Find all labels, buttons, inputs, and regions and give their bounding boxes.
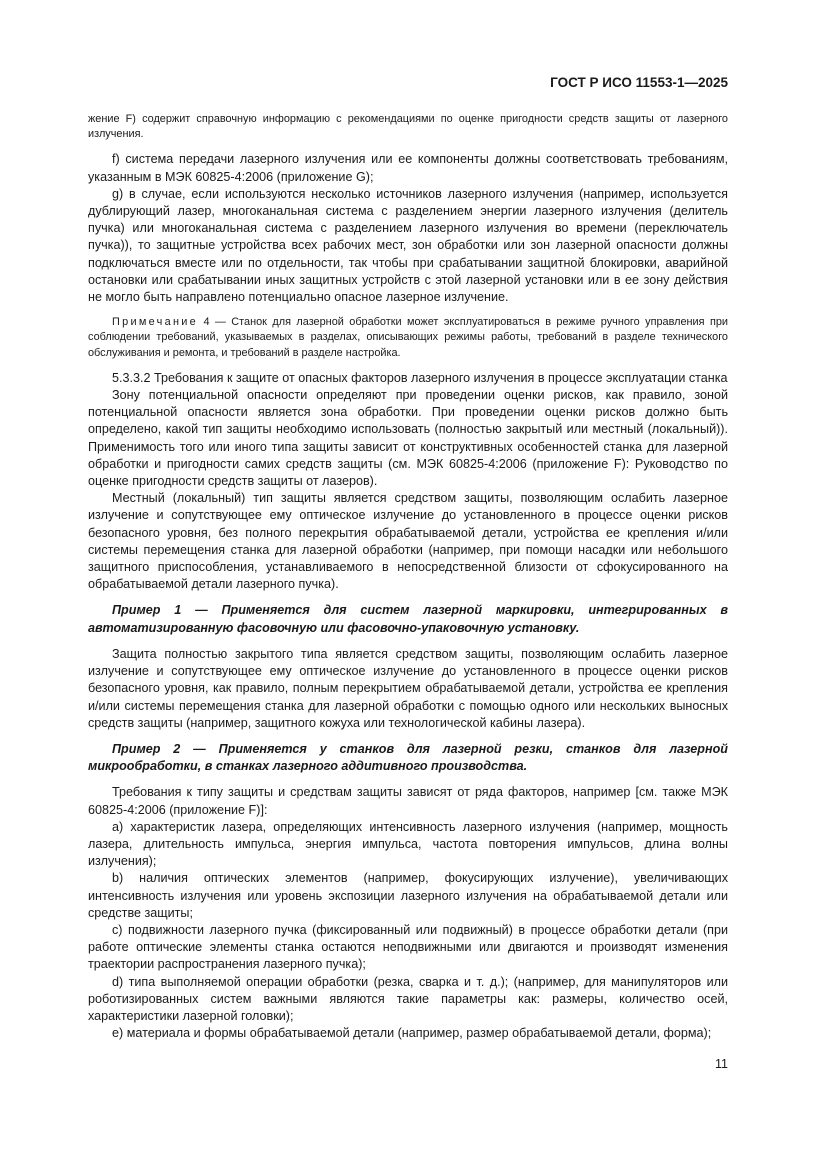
note-text: 4 — Станок для лазерной обработки может эксплуатироваться в режиме ручного управления при соблюдении требований, указываемых в разделах, описывающих режимы работы, требований в разделе технического обслуживания и ремонта, и требований в разделе настройка. [88,316,728,359]
list-item-g: g) в случае, если используются несколько источников лазерного излучения (например, используется дублирующий лазер, многоканальная система с разделением энергии лазерного излучения (делитель пучка) или многоканальная система с разделением лазерного излучения во времени (переключатель пучка)), то защитные устройства всех рабочих мест, зон обработки или зон лазерной опасности должны подключаться вместе или по отдельности, так чтобы при срабатывании защитной блокировки, аварийной остановки или срабатывании иных защитных устройств с этой лазерной установки или в ее зону действия не могло быть направлено потенциально опасное лазерное излучение. [88,186,728,305]
list-item-b: b) наличия оптических элементов (например, фокусирующих излучение), увеличивающих интенсивность излучения или уровень экспозиции лазерного излучения на обрабатываемой детали или средстве защиты; [88,871,728,920]
list-item-e: e) материала и формы обрабатываемой детали (например, размер обрабатываемой детали, форма); [112,1026,712,1041]
list-item-f: f) система передачи лазерного излучения или ее компоненты должны соответствовать требованиям, указанным в МЭК 60825-4:2006 (приложение G); [88,152,728,184]
note-4 [88,315,728,361]
page-body [88,112,728,1042]
note-label: Примечание [112,316,199,329]
list-item-a: а) характеристик лазера, определяющих интенсивность лазерного излучения (например, мощность лазера, длительность импульса, энергия импульса, частота повторения импульсов, длина волны излучения); [88,819,728,869]
paragraph-continuation: жение F) содержит справочную информацию с рекомендациями по оценке пригодности средств защиты от лазерного излучения. [88,113,728,141]
list-item-c: c) подвижности лазерного пучка (фиксированный или подвижный) в процессе обработки детали (при работе оптические элементы станка остаются неподвижными или двигаются и производят изменения траектории распространения лазерного пучка); [88,922,728,972]
page-number: 11 [715,1057,728,1071]
list-item-d: d) типа выполняемой операции обработки (резка, сварка и т. д.); (например, для манипуляторов или роботизированных систем важными являются такие параметры как: размеры, количество осей, характеристики лазерной головки); [88,974,728,1023]
paragraph-local-protection: Местный (локальный) тип защиты является средством защиты, позволяющим ослабить лазерное излучение и сопутствующее ему оптическое излучение до установленного в процессе оценки рисков безопасного уровня, без полного перекрытия обрабатываемой детали, устройства ее крепления и/или системы перемещения станка для лазерной обработки (например, при помощи насадки или небольшого защитного приспособления, устанавливаемого в непосредственной близости от сфокусированного на обрабатываемой детали лазерного пучка). [88,491,728,592]
paragraph-closed-protection: Защита полностью закрытого типа является средством защиты, позволяющим ослабить лазерное излучение и сопутствующее ему оптическое излучение до установленного в процессе оценки рисков безопасного уровня, как правило, полным перекрытием обрабатываемой детали, устройства ее крепления и/или системы перемещения станка для лазерной обработки с помощью одного или нескольких выносных средств защиты (например, защитного кожуха или технологической кабины лазера). [88,646,728,730]
paragraph-danger-zone: Зону потенциальной опасности определяют при проведении оценки рисков, как правило, зоной потенциальной опасности является зона обработки. При проведении оценки рисков должно быть определено, какой тип защиты необходимо использовать (полностью закрытый или местный (локальный)). Применимость того или иного типа защиты зависит от конструктивных особенностей станка для лазерной обработки и пригодности самих средств защиты (см. МЭК 60825-4:2006 (приложение F): Руководство по оценке пригодности средств защиты от лазеров). [88,388,728,489]
section-heading-5-3-3-2: 5.3.3.2 Требования к защите от опасных факторов лазерного излучения в процессе эксплуатации станка [112,370,728,385]
document-header: ГОСТ Р ИСО 11553-1—2025 [550,75,728,90]
example-2: Пример 2 — Применяется у станков для лазерной резки, станков для лазерной микрообработки, в станках лазерного аддитивного производства. [88,741,728,774]
example-1: Пример 1 — Применяется для систем лазерной маркировки, интегрированных в автоматизированную фасовочную или фасовочно-упаковочную установку. [88,603,728,635]
paragraph-requirements: Требования к типу защиты и средствам защиты зависят от ряда факторов, например [см. также МЭК 60825-4:2006 (приложение F)]: [88,785,728,817]
